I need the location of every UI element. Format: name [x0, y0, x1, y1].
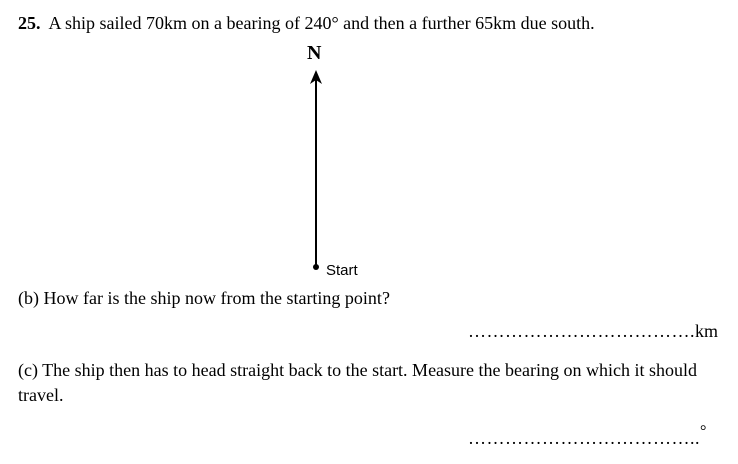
answer-unit-degree: ° [700, 423, 707, 440]
start-point [313, 264, 319, 270]
question-number: 25. [18, 13, 41, 33]
part-b-answer-line[interactable] [468, 320, 718, 342]
part-b-question: (b) How far is the ship now from the starting point? [18, 288, 390, 308]
start-label: Start [326, 262, 358, 279]
north-label: N [307, 42, 322, 64]
answer-dots: ………………………………. [468, 321, 695, 341]
question-heading [18, 12, 595, 34]
north-arrowhead [310, 70, 322, 84]
part-c-question: (c) The ship then has to head straight back to the start. Measure the bearing on which it should travel. [18, 360, 697, 405]
answer-unit-km: km [695, 321, 719, 341]
part-c-answer-line[interactable] [468, 423, 707, 451]
question-text: A ship sailed 70km on a bearing of 240° and then a further 65km due south. [48, 13, 595, 33]
answer-dots: ……………………………….. [468, 428, 700, 448]
